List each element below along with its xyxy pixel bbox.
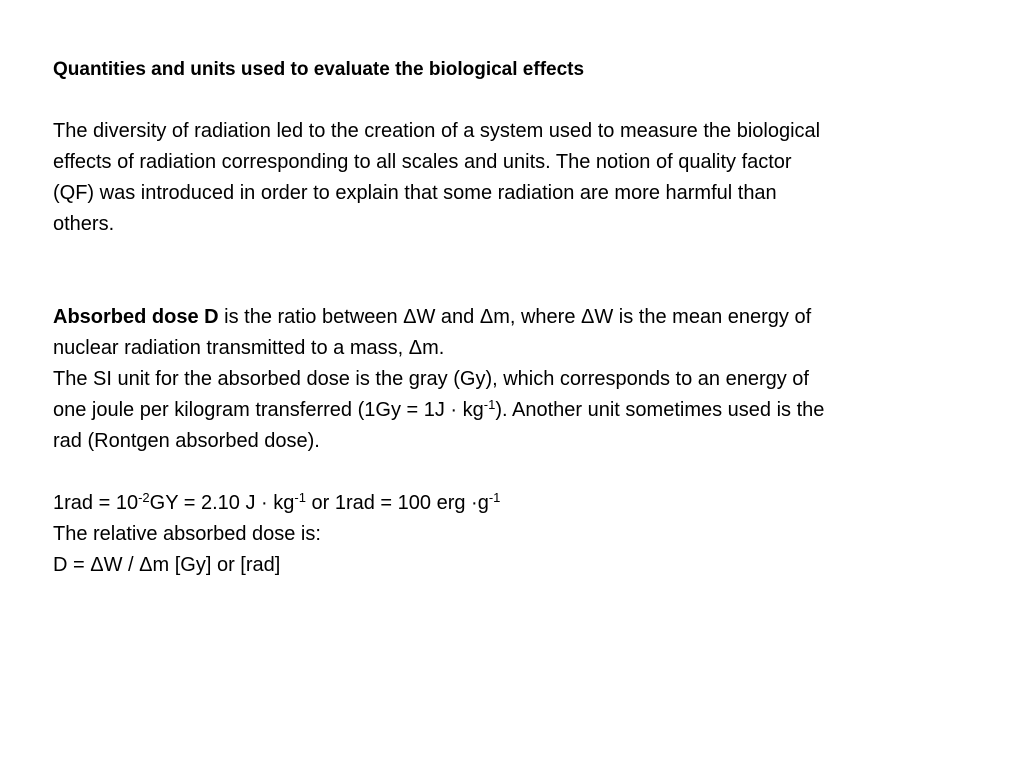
formula-part: or 1rad = 100 erg ·g — [305, 492, 489, 514]
absorbed-line-3: The SI unit for the absorbed dose is the gray (Gy), which corresponds to an energy of — [53, 368, 809, 390]
absorbed-line-1-text: is the ratio between ΔW and Δm, where ΔW is the mean energy of — [218, 306, 812, 328]
absorbed-line-4 — [53, 395, 983, 426]
intro-line: effects of radiation corresponding to all scales and units. The notion of quality factor — [53, 151, 792, 173]
spacer — [53, 457, 983, 488]
superscript: -1 — [294, 490, 306, 505]
absorbed-line-1 — [53, 302, 983, 333]
absorbed-line-4-b: ). Another unit sometimes used is the — [495, 399, 825, 421]
rad-conversion-line — [53, 488, 983, 519]
relative-dose-line: The relative absorbed dose is: — [53, 523, 321, 545]
formulas-paragraph — [53, 488, 983, 581]
absorbed-line-5: rad (Rontgen absorbed dose). — [53, 430, 320, 452]
slide-title: Quantities and units used to evaluate the biological effects — [53, 59, 585, 80]
absorbed-line-2: nuclear radiation transmitted to a mass, Δm. — [53, 337, 445, 359]
superscript: -2 — [138, 490, 150, 505]
slide-content — [53, 54, 983, 581]
spacer — [53, 240, 983, 302]
absorbed-dose-paragraph — [53, 302, 983, 457]
formula-part: GY = 2.10 J · kg — [149, 492, 295, 514]
intro-line: The diversity of radiation led to the creation of a system used to measure the biological — [53, 120, 821, 142]
absorbed-line-4-a: one joule per kilogram transferred (1Gy = 1J · kg — [53, 399, 484, 421]
intro-paragraph — [53, 116, 983, 240]
intro-line: others. — [53, 213, 115, 235]
dose-formula-line: D = ΔW / Δm [Gy] or [rad] — [53, 554, 281, 576]
intro-line: (QF) was introduced in order to explain that some radiation are more harmful than — [53, 182, 777, 204]
superscript: -1 — [483, 397, 496, 412]
absorbed-dose-term: Absorbed dose D — [53, 306, 219, 328]
formula-part: 1rad = 10 — [53, 492, 139, 514]
superscript: -1 — [488, 490, 501, 505]
